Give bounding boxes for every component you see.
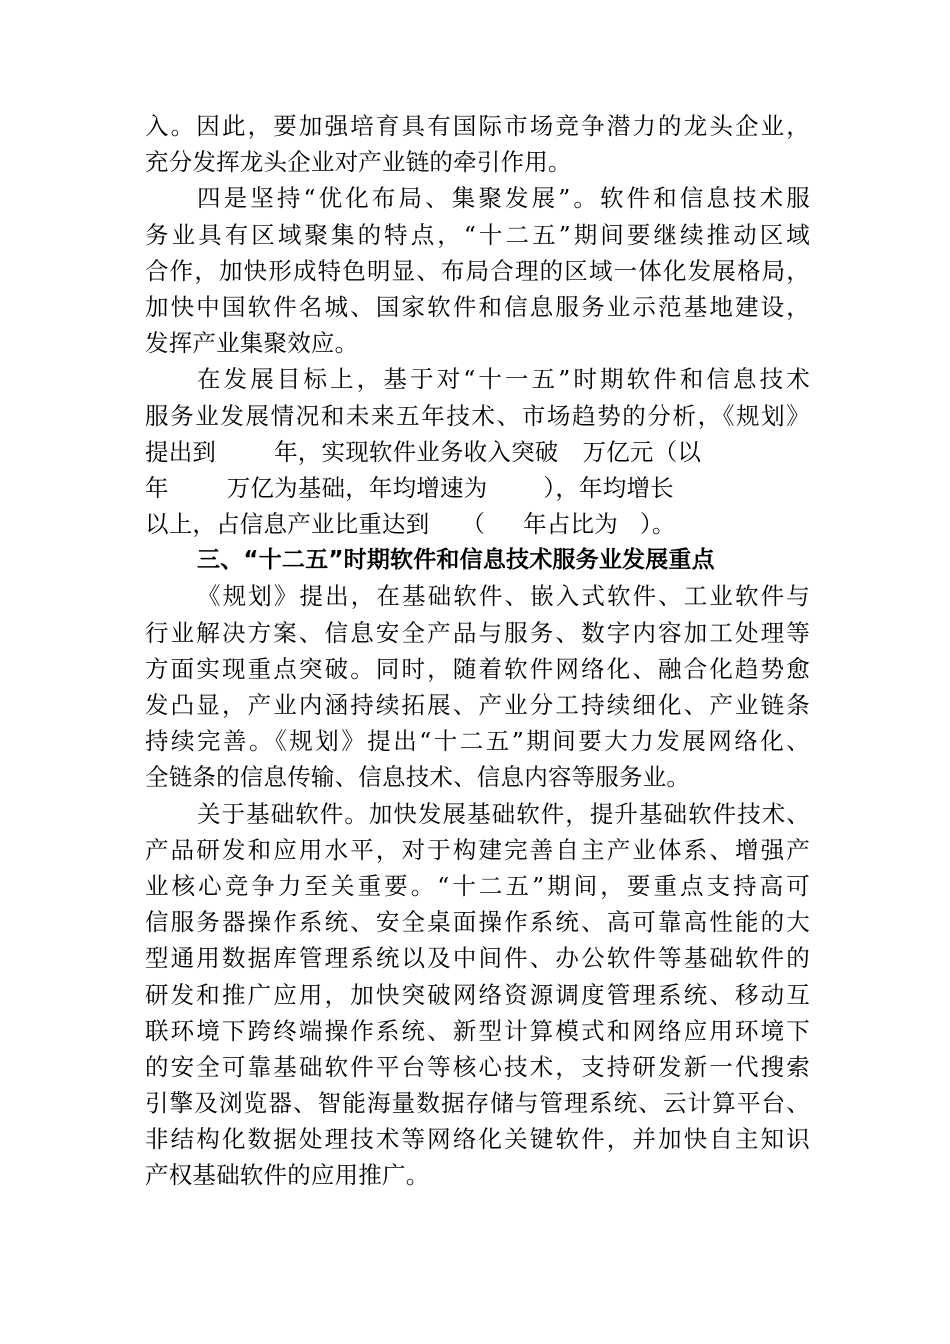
goal-line-3	[145, 506, 810, 542]
text-line: 《规划》提出，在基础软件、嵌入式软件、工业软件与	[197, 582, 810, 611]
text-line: 四是坚持“优化布局、集聚发展”。软件和信息技术服	[197, 184, 810, 213]
goal-fragment: 提出到	[145, 437, 217, 466]
goal-fragment: ），年均增长	[543, 473, 674, 502]
text-line: 在发展目标上，基于对“十一五”时期软件和信息技术	[197, 365, 810, 394]
text-line: 产权基础软件的应用推广。	[145, 1161, 430, 1190]
text-line: 发挥产业集聚效应。	[145, 329, 359, 358]
goal-fragment: 万亿元（以	[582, 437, 702, 466]
text-line: 服务业发展情况和未来五年技术、市场趋势的分析，《规划》	[145, 401, 810, 430]
goal-fragment: ）。	[639, 510, 676, 539]
text-line: 产品研发和应用水平，对于构建完善自主产业体系、增强产	[145, 835, 810, 864]
text-line: 研发和推广应用，加快突破网络资源调度管理系统、移动互	[145, 980, 810, 1009]
text-line: 行业解决方案、信息安全产品与服务、数字内容加工处理等	[145, 618, 810, 647]
text-line: 入。因此，要加强培育具有国际市场竞争潜力的龙头企业，	[145, 112, 810, 140]
text-line: 持续完善。《规划》提出“十二五”期间要大力发展网络化、	[145, 727, 810, 756]
document-page	[145, 108, 810, 1194]
section-heading: 三、“十二五”时期软件和信息技术服务业发展重点	[197, 547, 715, 574]
text-line: 加快中国软件名城、国家软件和信息服务业示范基地建设，	[145, 292, 810, 321]
text-line: 联环境下跨终端操作系统、新型计算模式和网络应用环境下	[145, 1016, 810, 1045]
goal-fragment: 以上，占信息产业比重达到	[145, 510, 430, 539]
text-line: 引擎及浏览器、智能海量数据存储与管理系统、云计算平台、	[145, 1089, 810, 1118]
goal-fragment: （	[461, 510, 486, 539]
goal-fragment: 万亿为基础，年均增速为	[226, 473, 488, 502]
text-line: 的安全可靠基础软件平台等核心技术，支持研发新一代搜索	[145, 1052, 810, 1081]
text-line: 非结构化数据处理技术等网络化关键软件，并加快自主知识	[145, 1125, 810, 1154]
goal-fragment: 年，实现软件业务收入突破	[274, 437, 559, 466]
text-line: 合作，加快形成特色明显、布局合理的区域一体化发展格局，	[145, 256, 810, 285]
text-line: 发凸显，产业内涵持续拓展、产业分工持续细化、产业链条	[145, 691, 810, 719]
text-line: 方面实现重点突破。同时，随着软件网络化、融合化趋势愈	[145, 654, 810, 683]
goal-line-2	[145, 470, 810, 506]
text-line: 业核心竞争力至关重要。“十二五”期间，要重点支持高可	[145, 871, 810, 900]
text-line: 型通用数据库管理系统以及中间件、办公软件等基础软件的	[145, 944, 810, 973]
text-line: 全链条的信息传输、信息技术、信息内容等服务业。	[145, 763, 691, 792]
goal-line-1	[145, 434, 810, 470]
goal-fragment: 年	[145, 473, 169, 502]
goal-fragment: 年占比为	[523, 510, 618, 539]
text-line: 务业具有区域聚集的特点，“十二五”期间要继续推动区域	[145, 220, 810, 249]
text-line: 信服务器操作系统、安全桌面操作系统、高可靠高性能的大	[145, 908, 810, 937]
text-line: 充分发挥龙头企业对产业链的牵引作用。	[145, 148, 572, 177]
text-line: 关于基础软件。加快发展基础软件，提升基础软件技术、	[197, 799, 810, 828]
